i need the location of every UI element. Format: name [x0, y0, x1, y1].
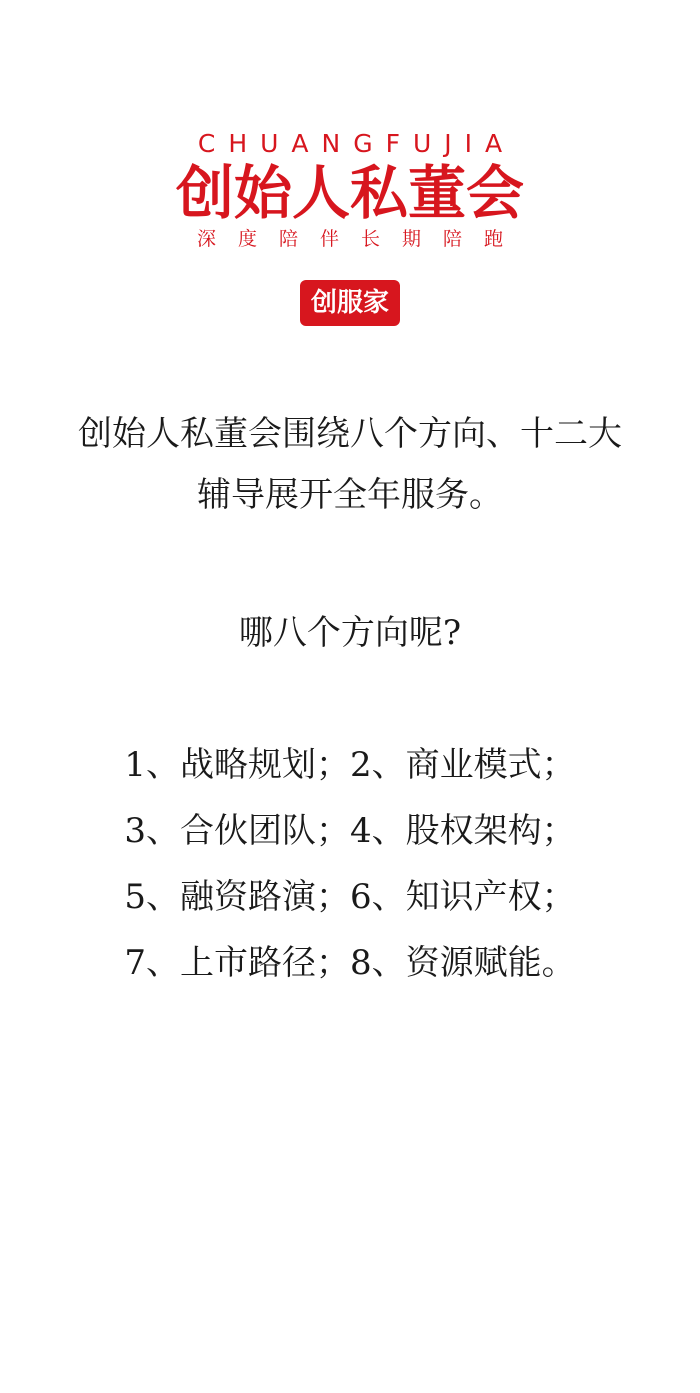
- direction-row-2: 3、合伙团队；4、股权架构；: [124, 811, 576, 851]
- brand-chinese-name: 创始人私董会: [175, 159, 524, 227]
- direction-row-3: 5、融资路演；6、知识产权；: [124, 877, 576, 917]
- brand-english-name: CHUANGFUJIA: [197, 129, 516, 158]
- intro-paragraph: [0, 404, 700, 526]
- intro-line-2: 辅导展开全年服务。: [197, 475, 503, 515]
- direction-row-4: 7、上市路径；8、资源赋能。: [124, 943, 576, 983]
- brand-tagline: 深度陪伴长期陪跑: [196, 228, 525, 250]
- direction-row-1: 1、战略规划；2、商业模式；: [124, 745, 576, 785]
- badge-container: [0, 280, 700, 326]
- directions-list: [0, 736, 700, 1000]
- intro-line-1: 创始人私董会围绕八个方向、十二大: [78, 414, 622, 454]
- brand-header: [0, 128, 700, 252]
- question-heading: 哪八个方向呢?: [238, 613, 462, 653]
- brand-badge: 创服家: [300, 280, 400, 326]
